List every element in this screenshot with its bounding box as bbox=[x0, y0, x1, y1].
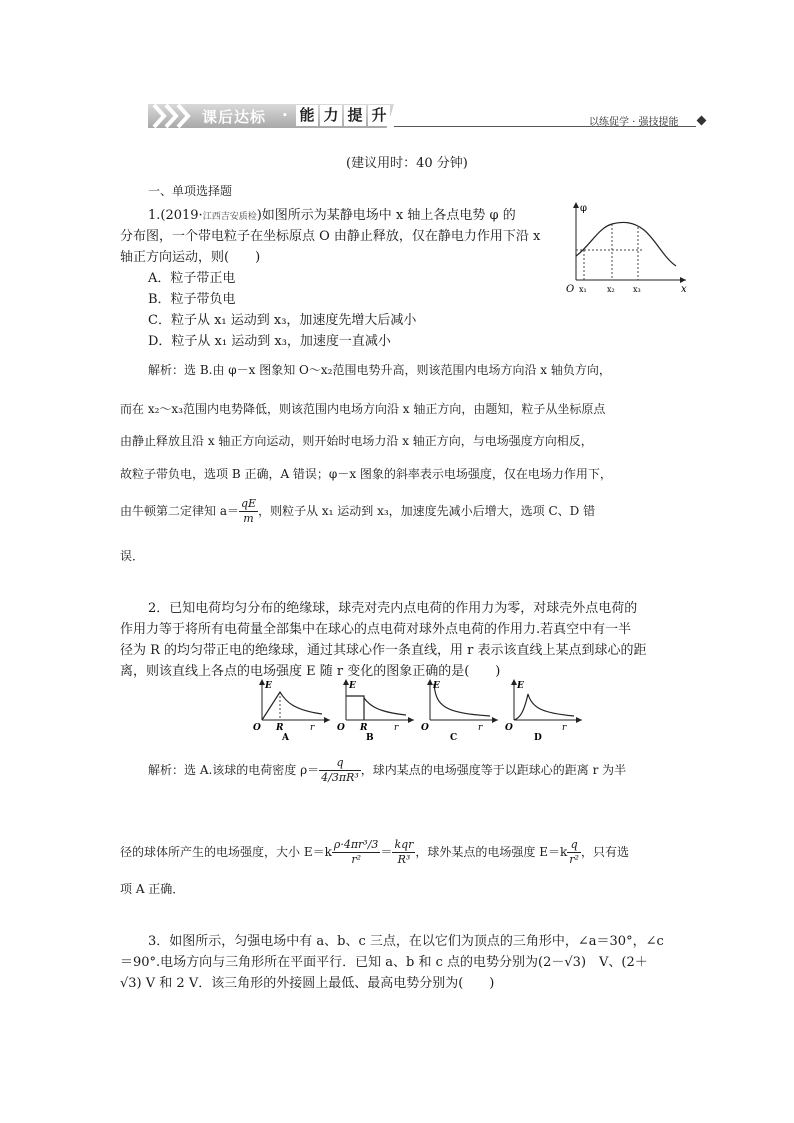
q1-option-d: D．粒子从 x₁ 运动到 x₃，加速度一直减小 bbox=[148, 334, 391, 349]
q2-graph-a-tick: R bbox=[276, 723, 284, 733]
q2-graph-c-x: r bbox=[478, 723, 483, 733]
q2-graph-b-y: E bbox=[349, 681, 356, 691]
q3-line1: 3．如图所示，匀强电场中有 a、b、c 三点，在以它们为顶点的三角形中，∠a＝30°，∠c bbox=[148, 934, 664, 949]
fraction-denominator: R³ bbox=[397, 853, 411, 866]
q2-graph-b bbox=[334, 676, 418, 742]
q1-analysis-1: 解析：选 B.由 φ－x 图象知 O～x₂范围电势升高，则该范围内电场方向沿 x 轴负方向， bbox=[148, 363, 611, 377]
q1-graph-tick-x3: x₃ bbox=[633, 285, 641, 294]
q1-year: (2019· bbox=[160, 208, 203, 223]
q1-analysis-5 bbox=[120, 497, 595, 526]
q2-analysis-2b: ，球外某点的电场强度 E＝k bbox=[415, 845, 568, 859]
fraction-numerator: ρ·4πr³/3 bbox=[333, 838, 379, 851]
q1-stem-a: )如图所示为某静电场中 x 轴上各点电势 φ 的 bbox=[256, 208, 516, 223]
equals-sign: ＝ bbox=[380, 845, 393, 859]
q2-analysis-1a: 解析：选 A.该球的电荷密度 ρ＝ bbox=[148, 763, 320, 777]
header-box-char: 提 bbox=[344, 105, 366, 126]
q2-field-fraction-1 bbox=[332, 838, 381, 867]
q2-graph-d bbox=[502, 676, 586, 742]
q2-graph-d-x: r bbox=[562, 723, 567, 733]
fraction-numerator: qE bbox=[240, 497, 257, 510]
q2-field-fraction-3 bbox=[567, 838, 581, 867]
q2-graph-a-y: E bbox=[265, 681, 272, 691]
q1-potential-graph bbox=[560, 198, 690, 294]
header-separator: · bbox=[282, 106, 288, 124]
fraction-denominator: m bbox=[243, 512, 254, 525]
q2-graph-d-y: E bbox=[517, 681, 524, 691]
q2-graph-c bbox=[418, 676, 502, 742]
q1-option-a: A．粒子带正电 bbox=[148, 271, 236, 286]
q1-line2: 分布图，一个带电粒子在坐标原点 O 由静止释放，仅在静电力作用下沿 x bbox=[120, 229, 541, 244]
q2-graph-b-tick: R bbox=[360, 723, 368, 733]
fraction-numerator: q bbox=[567, 838, 581, 853]
q2-graph-b-x: r bbox=[394, 723, 399, 733]
q1-option-c: C．粒子从 x₁ 运动到 x₃，加速度先增大后减小 bbox=[148, 313, 417, 328]
q2-line1: 2．已知电荷均匀分布的绝缘球，球壳对壳内点电荷的作用力为零，对球壳外点电荷的 bbox=[148, 601, 638, 616]
q2-graph-a-x: r bbox=[310, 723, 315, 733]
q2-graph-d-label: D bbox=[534, 733, 542, 742]
q1-graph-tick-x2: x₂ bbox=[607, 285, 615, 294]
q3-line3: √3) V 和 2 V．该三角形的外接圆上最低、最高电势分别为( ) bbox=[120, 976, 495, 991]
fraction-denominator: r² bbox=[351, 853, 361, 866]
q2-analysis-2a: 径的球体所产生的电场强度，大小 E＝k bbox=[120, 845, 332, 859]
q2-graph-c-label: C bbox=[450, 733, 458, 742]
q2-graph-b-label: B bbox=[366, 733, 374, 742]
q1-source: 江西吉安质检 bbox=[202, 212, 257, 222]
q2-analysis-2 bbox=[120, 838, 629, 867]
q2-line3: 径为 R 的均匀带正电的绝缘球，通过其球心作一条直线，用 r 表示该直线上某点到球心的距 bbox=[120, 643, 647, 658]
q2-graph-b-origin: O bbox=[337, 723, 345, 733]
q3-line2: ＝90°.电场方向与三角形所在平面平行．已知 a、b 和 c 点的电势分别为(2－√3) V、(2＋ bbox=[120, 955, 648, 970]
fraction-denominator: r² bbox=[569, 853, 579, 866]
q2-graph-d-origin: O bbox=[505, 723, 513, 733]
q1-analysis-5a: 由牛顿第二定律知 a＝ bbox=[120, 504, 239, 518]
fraction-denominator: 4/3πR³ bbox=[321, 771, 359, 784]
q1-graph-x-label: x bbox=[681, 284, 687, 294]
diamond-icon bbox=[697, 116, 707, 126]
q1-analysis-3: 由静止释放且沿 x 轴正方向运动，则开始时电场力沿 x 轴正方向，与电场强度方向相反， bbox=[120, 434, 593, 448]
q1-number: 1. bbox=[148, 208, 161, 223]
q1-option-b: B．粒子带负电 bbox=[148, 292, 236, 307]
q2-density-fraction bbox=[319, 756, 361, 785]
time-hint: (建议用时：40 分钟) bbox=[346, 156, 468, 171]
header-box-char: 能 bbox=[296, 105, 318, 126]
q1-analysis-6: 误． bbox=[120, 549, 145, 563]
q2-analysis-1b: ，球内某点的电场强度等于以距球心的距离 r 为半 bbox=[360, 763, 627, 777]
q1-line3: 轴正方向运动，则( ) bbox=[120, 250, 261, 265]
header-box-char: 升 bbox=[368, 105, 390, 126]
q2-line4: 离，则该直线上各点的电场强度 E 随 r 变化的图象正确的是( ) bbox=[120, 664, 501, 679]
chevron-decoration-icon bbox=[150, 103, 198, 129]
q1-formula-fraction bbox=[239, 497, 258, 526]
header-title: 课后达标 bbox=[202, 108, 267, 126]
q1-analysis-4: 故粒子带负电，选项 B 正确，A 错误；φ－x 图象的斜率表示电场强度，仅在电场力作用下， bbox=[120, 467, 612, 481]
q2-line2: 作用力等于将所有电荷量全部集中在球心的点电荷对球外点电荷的作用力.若真空中有一半 bbox=[120, 622, 632, 637]
section-title: 一、单项选择题 bbox=[148, 184, 233, 198]
q2-analysis-2c: ，只有选 bbox=[580, 845, 629, 859]
fraction-numerator: kqr bbox=[394, 838, 414, 851]
q1-analysis-5b: ，则粒子从 x₁ 运动到 x₃，加速度先减小后增大，选项 C、D 错 bbox=[258, 504, 596, 518]
q1-line1 bbox=[148, 204, 516, 223]
header-slogan: 以练促学 · 强技提能 bbox=[589, 117, 679, 128]
q2-graph-a-label: A bbox=[282, 733, 289, 742]
q1-analysis-2: 而在 x₂～x₃范围内电势降低，则该范围内电场方向沿 x 轴正方向，由题知，粒子从坐标原点 bbox=[120, 402, 606, 416]
q2-analysis-1 bbox=[148, 756, 626, 785]
q2-graph-a-origin: O bbox=[253, 723, 261, 733]
header-box-char: 力 bbox=[320, 105, 342, 126]
fraction-numerator: q bbox=[319, 756, 361, 771]
q1-graph-origin: O bbox=[566, 284, 575, 294]
q2-field-fraction-2 bbox=[392, 838, 415, 867]
q2-analysis-3: 项 A 正确． bbox=[120, 882, 185, 896]
q2-graph-c-origin: O bbox=[421, 723, 429, 733]
q2-graph-a bbox=[250, 676, 334, 742]
q2-graph-c-y: E bbox=[433, 681, 440, 691]
q1-graph-tick-x1: x₁ bbox=[579, 285, 587, 294]
q1-graph-y-label: φ bbox=[580, 203, 588, 214]
